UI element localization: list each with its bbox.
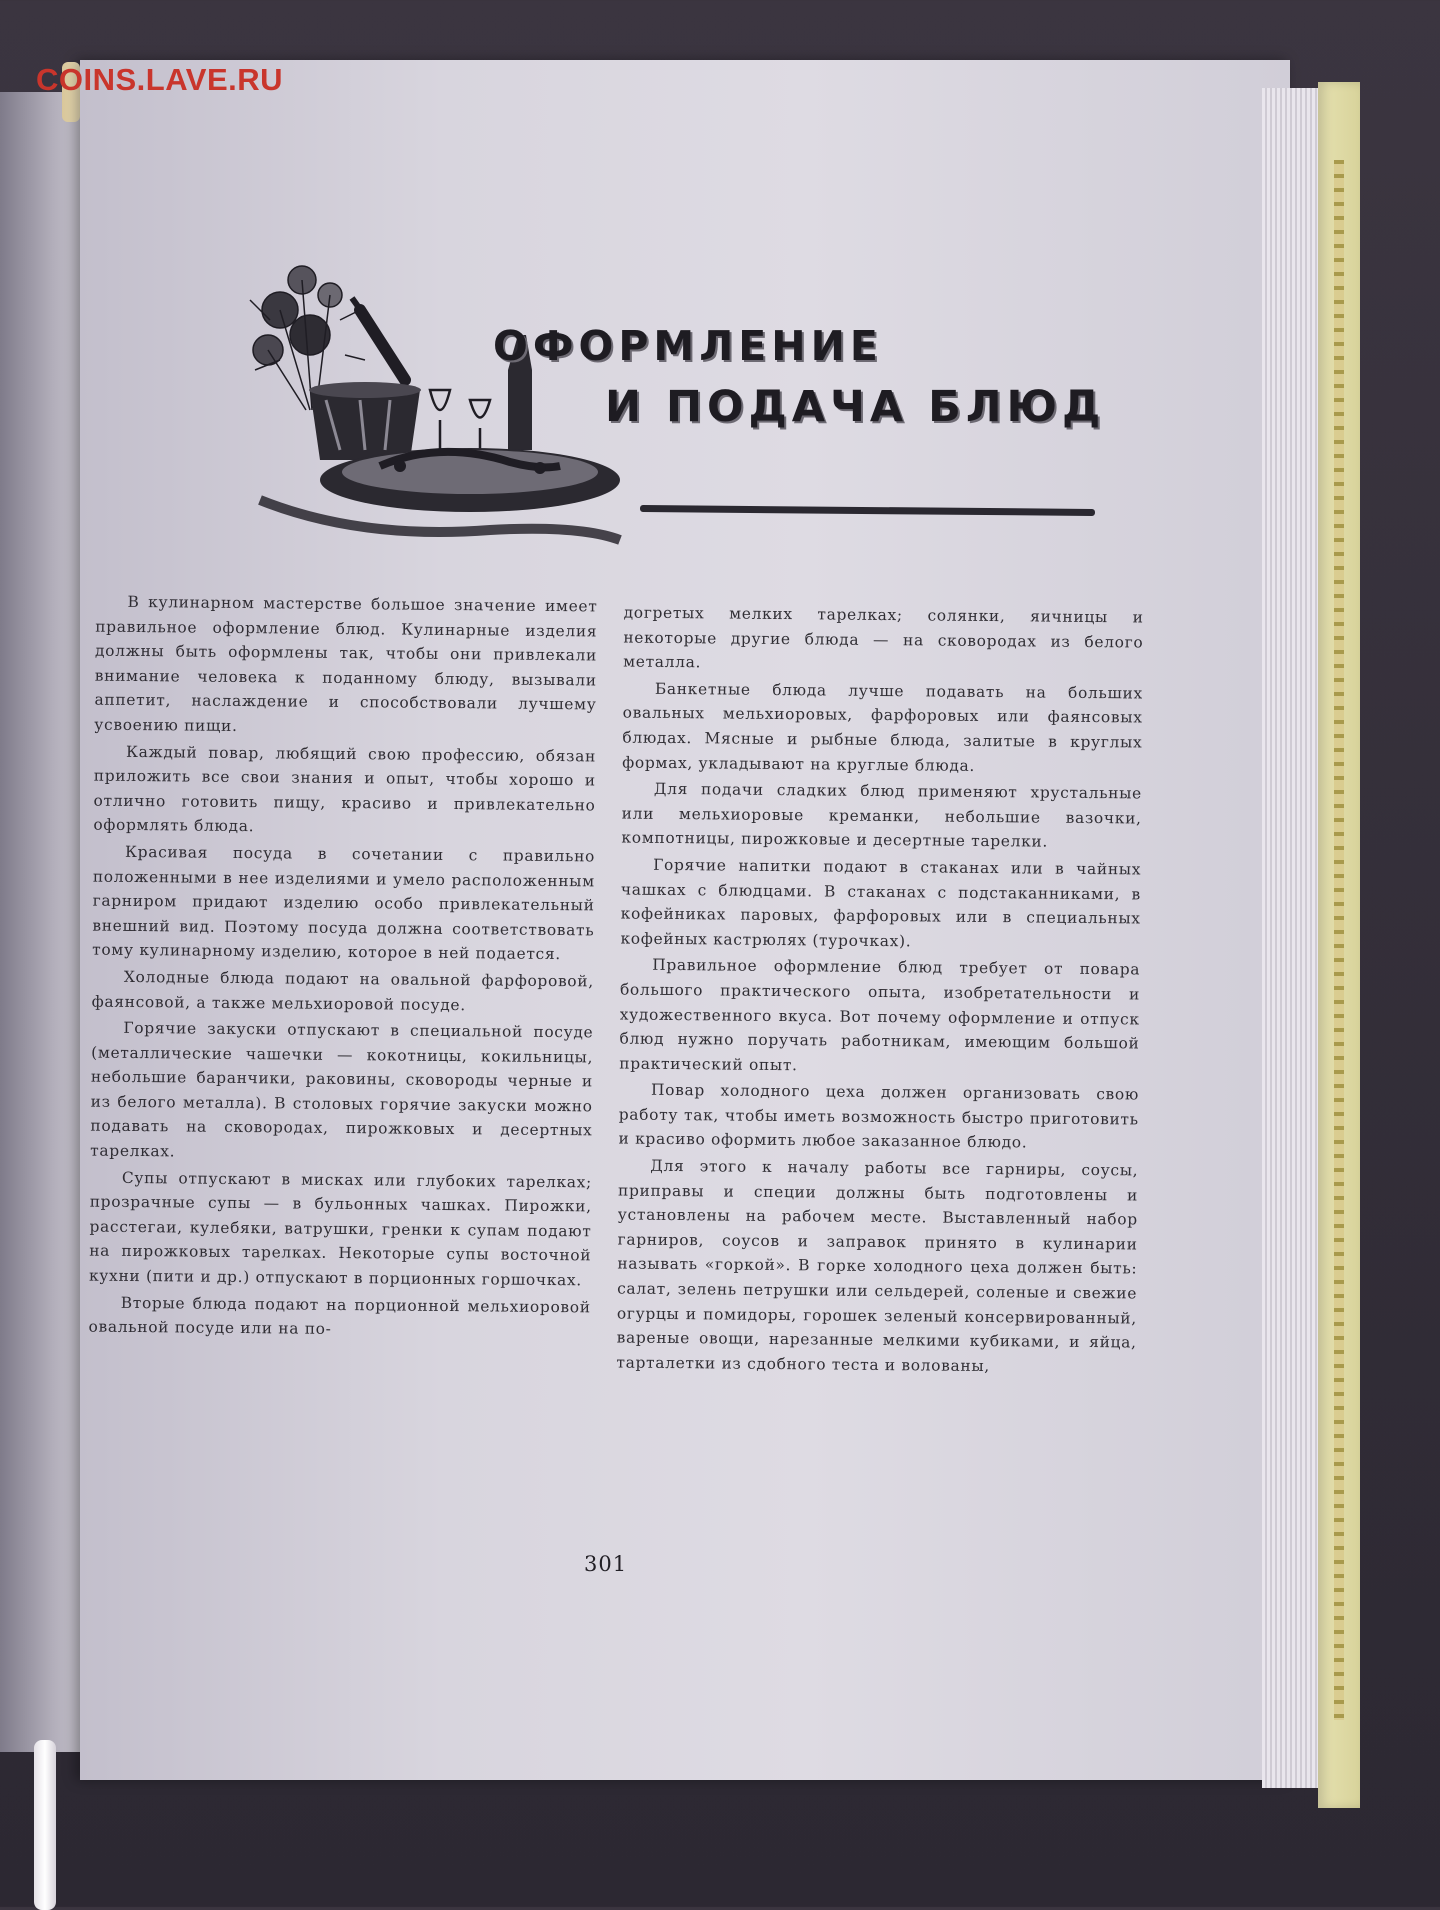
paragraph: Для этого к началу работы все гарниры, соусы, приправы и специи должны быть подготовлены и установлены на рабочем месте. Выставленный набор гарниров, соусов и заправок принято в кулинарии называть «горкой». В горке холодного цеха должен быть: салат, зелень петрушки или сельдерей, соленые и свежие огурцы и помидоры, горошек зеленый консервированный, вареные овощи, нарезанные мелкими кубиками, и яйца, тарталетки из сдобного теста и волованы, [616,1156,1139,1375]
platter-icon [320,448,620,512]
paragraph: Каждый повар, любящий свою профессию, обязан приложить все свои знания и опыт, чтобы хорошо и отлично готовить пищу, красиво и привлекательно оформлять блюда. [93,742,597,836]
paragraph: Правильное оформление блюд требует от повара большого практического опыта, изобретательности и художественного вкуса. Вот почему оформление и отпуск блюд нужно поручать работникам, имеющим большой практический опыт. [619,956,1141,1074]
watermark: COINS.LAVE.RU [36,62,284,97]
wine-glass-icon [428,390,490,455]
paragraph: Супы отпускают в мисках или глубоких тарелках; прозрачные супы — в бульонных чашках. Пирожки, расстегаи, кулебяки, ватрушки, гренки к супам подают на пирожковых тарелках. Некоторые супы восточной кухни (пити и др.) отпускают в порционных горшочках. [88,1168,593,1290]
cover-ornament-strip [1334,160,1344,1720]
chapter-title-line-1: ОФОРМЛЕНИЕ [493,322,883,370]
paragraph: Для подачи сладких блюд применяют хрустальные или мельхиоровые креманки, небольшие вазочки, компотницы, пирожковые и десертные тарелки. [621,779,1142,851]
bookmark-ribbon [34,1740,56,1910]
paragraph: Холодные блюда подают на овальной фарфоровой, фаянсовой, а также мельхиоровой посуде. [91,967,594,1014]
chapter-title-line-2: И ПОДАЧА БЛЮД [605,382,1106,432]
paragraph: Банкетные блюда лучше подавать на больших овальных мельхиоровых, фарфоровых или фаянсовых блюдах. Мясные и рыбные блюда, залитые в круглых формах, укладывают на круглые блюда. [622,679,1143,775]
paragraph: Горячие напитки подают в стаканах или в чайных чашках с блюдцами. В стаканах с подстаканниками, в кофейниках паровых, фарфоровых или в специальных кофейных кастрюлях (турочках). [620,855,1142,951]
page-number: 301 [584,1552,628,1576]
paragraph: Красивая посуда в сочетании с правильно положенными в нее изделиями и умело расположенным гарниром придают изделию особо привлекательный внешний вид. Поэтому посуда должна соответствовать тому кулинарному изделию, которое в ней подается. [92,842,596,964]
paragraph: Вторые блюда подают на порционной мельхиоровой овальной посуде или на по- [88,1293,591,1339]
paragraph-continuation: догретых мелких тарелках; солянки, яичницы и некоторые другие блюда — на сковородах из белого металла. [623,603,1144,672]
paragraph: Повар холодного цеха должен организовать свою работу так, чтобы иметь возможность быстро приготовить и красиво оформить любое заказанное блюдо. [618,1081,1140,1152]
paragraph: Горячие закуски отпускают в специальной посуде (металлические чашечки — кокотницы, кокильницы, небольшие баранчики, раковины, сковороды черные и из белого металла). В столовых горячие закуски можно подавать на сковородах, пирожковых и десертных тарелках. [90,1018,594,1161]
paragraph: В кулинарном мастерстве большое значение имеет правильное оформление блюд. Кулинарные изделия должны быть оформлены так, чтобы они привлекали внимание человека к поданному блюду, вызывали аппетит, наслаждение и способствовали лучшему усвоению пищи. [94,592,598,735]
right-text-column [616,601,1143,1382]
left-text-column [88,590,597,1347]
left-facing-page [0,92,90,1752]
